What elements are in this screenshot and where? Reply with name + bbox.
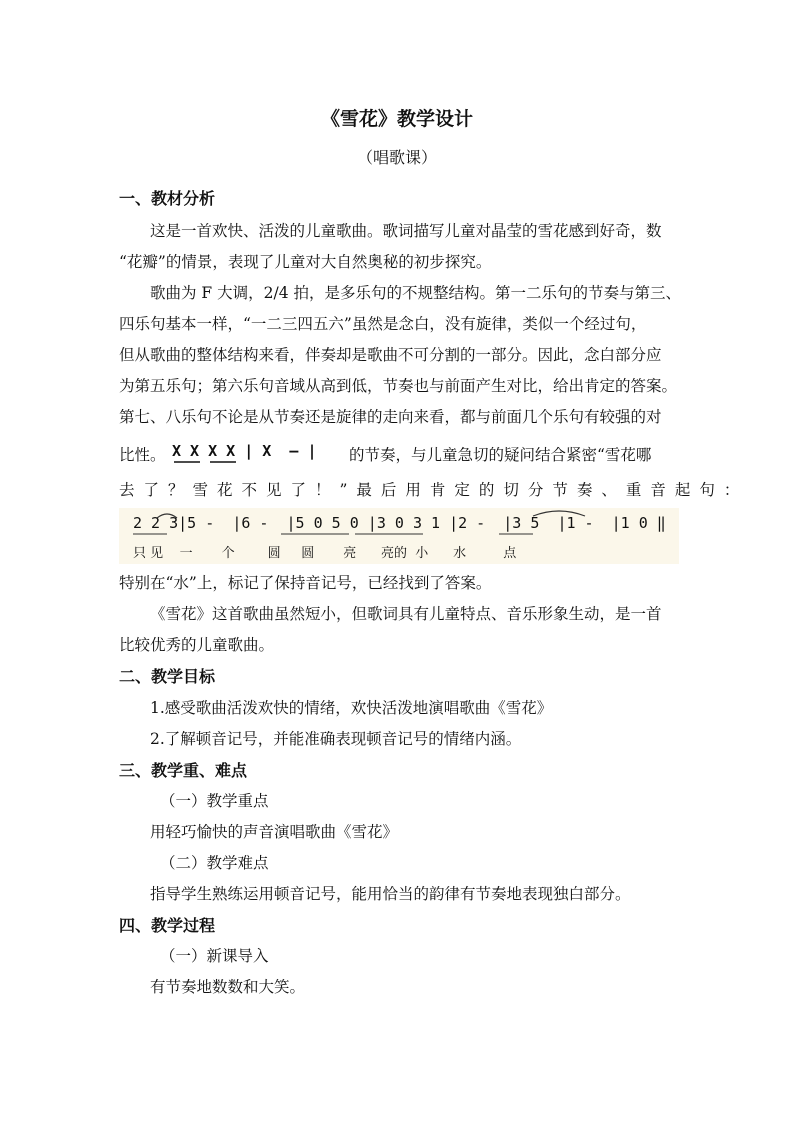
list-item: 2.了解顿音记号，并能准确表现顿音记号的情绪内涵。: [150, 730, 522, 748]
list-item: 1.感受歌曲活泼欢快的情绪，欢快活泼地演唱歌曲《雪花》: [150, 699, 553, 717]
section-heading-analysis: 一、教材分析: [119, 189, 216, 208]
paragraph-line: “花瓣”的情景，表现了儿童对大自然奥秘的初步探究。: [119, 253, 492, 271]
paragraph-line: 特别在“水”上，标记了保持音记号，已经找到了答案。: [119, 574, 492, 592]
paragraph-line: 用轻巧愉快的声音演唱歌曲《雪花》: [150, 823, 399, 841]
subheading: （一）教学重点: [160, 792, 269, 810]
paragraph-line: 四乐句基本一样，“一二三四五六”虽然是念白，没有旋律，类似一个经过句，: [119, 315, 647, 333]
paragraph-line: 第七、八乐句不论是从节奏还是旋律的走向来看，都与前面几个乐句有较强的对: [119, 408, 662, 426]
subheading: （二）教学难点: [160, 854, 269, 872]
paragraph-line: 比性。: [119, 446, 166, 464]
section-heading-process: 四、教学过程: [119, 916, 216, 935]
rhythm-beams: [172, 442, 344, 466]
score-notes: 2 2 3|5 - |6 - |5 0 5 0 |3 0 3 1 |2 - |3 5 |1 - |1 0 ‖: [133, 514, 666, 532]
paragraph-line: 去了？雪花不见了！”最后用肯定的切分节奏、重音起句：: [119, 481, 749, 499]
paragraph-line: 有节奏地数数和大笑。: [150, 978, 306, 996]
paragraph-line: 比较优秀的儿童歌曲。: [119, 636, 275, 654]
paragraph-line: 这是一首欢快、活泼的儿童歌曲。歌词描写儿童对晶莹的雪花感到好奇，数: [150, 222, 662, 240]
section-heading-objectives: 二、教学目标: [119, 667, 216, 686]
paragraph-line: 歌曲为 F 大调，2/4 拍，是多乐句的不规整结构。第一二乐句的节奏与第三、: [150, 284, 681, 302]
score-lyrics: 只 见 一 个 圆 圆 亮 亮的 小 水 点: [133, 546, 517, 561]
document-subtitle: （唱歌课）: [356, 148, 437, 167]
section-heading-key-points: 三、教学重、难点: [119, 761, 248, 780]
paragraph-line: 《雪花》这首歌曲虽然短小，但歌词具有儿童特点、音乐形象生动，是一首: [150, 605, 662, 623]
rhythm-notation: [172, 442, 344, 466]
paragraph-line: 但从歌曲的整体结构来看，伴奏却是歌曲不可分割的一部分。因此，念白部分应: [119, 346, 662, 364]
document-title: 《雪花》教学设计: [320, 108, 473, 130]
subheading: （一）新课导入: [160, 947, 269, 965]
paragraph-line: 为第五乐句；第六乐句音域从高到低，节奏也与前面产生对比，给出肯定的答案。: [119, 377, 678, 395]
paragraph-line: 指导学生熟练运用顿音记号，能用恰当的韵律有节奏地表现独白部分。: [150, 885, 631, 903]
rhythm-text: X X X X | X – |: [172, 442, 317, 460]
music-score: [119, 508, 679, 564]
paragraph-line: 的节奏，与儿童急切的疑问结合紧密“雪花哪: [349, 446, 652, 464]
